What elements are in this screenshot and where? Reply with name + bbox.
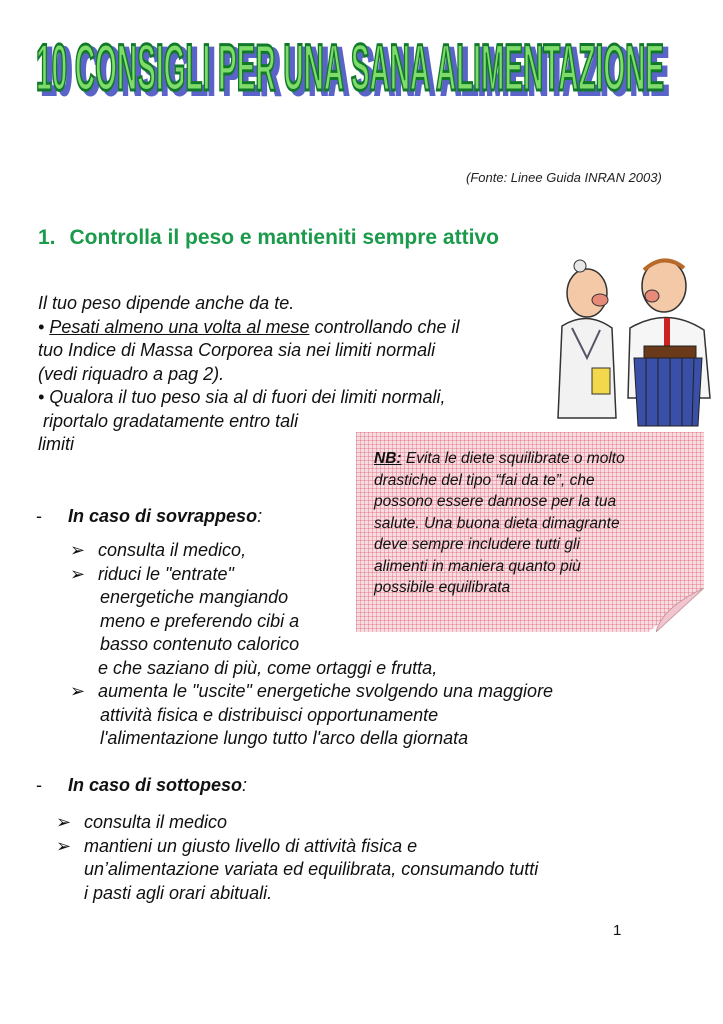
list-item-cont: meno e preferendo cibi a <box>100 610 300 631</box>
overweight-heading <box>36 506 262 527</box>
arrow-bullet-icon: ➢ <box>70 540 86 560</box>
note-line: possibile equilibrata <box>374 579 511 596</box>
list-item-text: riduci le "entrate" <box>98 563 234 584</box>
intro-bullet1-line3: (vedi riquadro a pag 2). <box>38 363 225 384</box>
list-item-cont <box>70 633 630 657</box>
list-item-cont: attività fisica e distribuisci opportunamente <box>100 704 439 725</box>
colon: : <box>242 775 248 795</box>
page-number: 1 <box>613 922 622 939</box>
intro-bullet1-line2: tuo Indice di Massa Corporea sia nei limiti normali <box>38 340 436 360</box>
list-item-text: mantieni un giusto livello di attività fisica e <box>84 835 418 856</box>
intro-bullet1 <box>38 316 528 340</box>
intro-bullet2: • Qualora il tuo peso sia al di fuori dei limiti normali, <box>38 387 446 407</box>
list-item <box>70 680 630 704</box>
arrow-bullet-icon: ➢ <box>70 681 86 701</box>
banner-shadow: 10 CONSIGLI PER UNA SANA ALIMENTAZIONE <box>41 34 669 108</box>
banner-title-text: 10 CONSIGLI PER UNA SANA ALIMENTAZIONE <box>36 30 664 104</box>
list-item-cont: energetiche mangiando <box>100 587 289 607</box>
note-line: deve sempre includere tutti gli <box>374 536 580 553</box>
intro-line1: Il tuo peso dipende anche da te. <box>38 293 295 313</box>
section-heading <box>38 226 499 250</box>
note-line: alimenti in maniera quanto più <box>374 557 581 575</box>
intro-paragraph <box>38 292 528 457</box>
overweight-title: In caso di sovrappeso <box>68 506 258 526</box>
list-item-text: basso contenuto calorico <box>100 634 300 654</box>
arrow-bullet-icon: ➢ <box>56 812 72 832</box>
intro-bullet2-line3: limiti <box>38 434 74 454</box>
arrow-bullet-icon: ➢ <box>56 835 72 856</box>
list-item-cont: e che saziano di più, come ortaggi e frutta, <box>98 657 438 678</box>
heading-text: Controlla il peso e mantieniti sempre attivo <box>69 226 499 249</box>
note-line: drastiche del tipo “fai da te”, che <box>374 471 595 489</box>
list-item-text: consulta il medico <box>84 812 228 832</box>
underweight-title: In caso di sottopeso <box>68 775 243 795</box>
dash-marker: - <box>36 775 42 795</box>
list-item-text: consulta il medico, <box>98 540 247 560</box>
doctor-patient-illustration <box>532 248 722 428</box>
intro-bullet1-underlined: Pesati almeno una volta al mese <box>49 316 310 337</box>
list-item-cont: un’alimentazione variata ed equilibrata, consumando tutti <box>84 859 539 879</box>
list-item <box>56 835 636 859</box>
list-item-text: aumenta le "uscite" energetiche svolgendo una maggiore <box>98 681 554 701</box>
note-line: Evita le diete squilibrate o molto <box>401 450 625 467</box>
list-item <box>70 563 630 587</box>
note-label: NB: <box>374 450 402 467</box>
intro-bullet2-line2: riportalo gradatamente entro tali <box>38 410 299 431</box>
note-line: possono essere dannose per la tua <box>374 493 617 510</box>
title-banner <box>20 10 680 110</box>
list-item <box>56 811 636 835</box>
underweight-list <box>56 811 636 905</box>
heading-number: 1. <box>38 226 56 249</box>
source-note: (Fonte: Linee Guida INRAN 2003) <box>466 170 662 185</box>
overweight-list <box>70 539 630 751</box>
colon: : <box>257 506 263 526</box>
list-item-cont: i pasti agli orari abituali. <box>84 882 273 903</box>
intro-bullet1-rest: controllando che il <box>309 316 460 337</box>
bullet-dot: • <box>38 316 50 337</box>
note-line: salute. Una buona dieta dimagrante <box>374 514 620 532</box>
arrow-bullet-icon: ➢ <box>70 563 86 584</box>
list-item-cont: l'alimentazione lungo tutto l'arco della giornata <box>100 728 469 748</box>
list-item <box>70 539 630 563</box>
underweight-heading <box>36 775 247 796</box>
dash-marker: - <box>36 506 42 526</box>
